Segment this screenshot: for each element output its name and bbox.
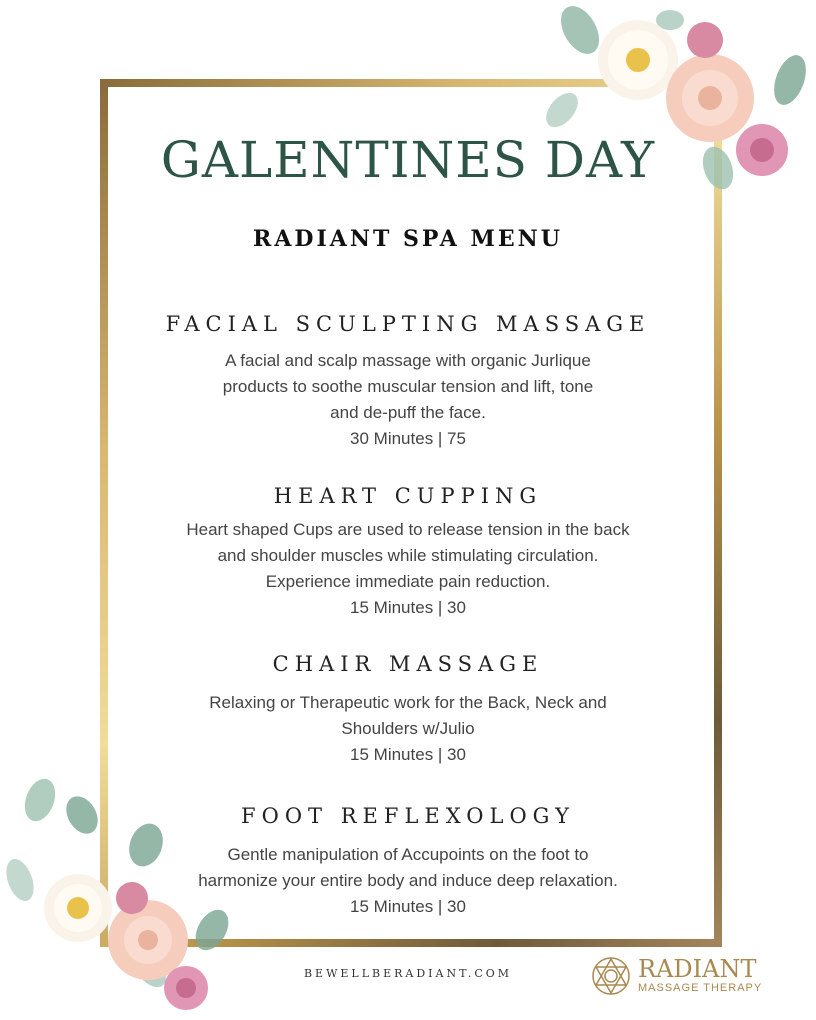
logo-word: RADIANT bbox=[638, 955, 757, 983]
section-title-heart-cupping: HEART CUPPING bbox=[273, 484, 543, 508]
section-description-chair-massage: Relaxing or Therapeutic work for the Back, Neck and Shoulders w/Julio 15 Minutes | 30 bbox=[0, 690, 816, 768]
website-link[interactable]: BEWELLBERADIANT.COM bbox=[303, 967, 513, 980]
section-title-facial: FACIAL SCULPTING MASSAGE bbox=[165, 312, 651, 336]
radiant-logo bbox=[590, 953, 770, 999]
page-title: GALENTINES DAY bbox=[160, 131, 656, 189]
lotus-mandala-icon bbox=[590, 955, 632, 997]
price-foot-reflexology: 15 Minutes | 30 bbox=[350, 897, 466, 916]
section-title-foot-reflexology: FOOT REFLEXOLOGY bbox=[241, 804, 575, 828]
logo-subtitle: MASSAGE THERAPY bbox=[638, 982, 763, 994]
price-facial: 30 Minutes | 75 bbox=[350, 429, 466, 448]
section-description-heart-cupping: Heart shaped Cups are used to release tension in the back and shoulder muscles while stimulating circulation. Experience immediate pain reduction. 15 Minutes | 30 bbox=[0, 517, 816, 621]
price-chair-massage: 15 Minutes | 30 bbox=[350, 745, 466, 764]
section-description-foot-reflexology: Gentle manipulation of Accupoints on the foot to harmonize your entire body and induce deep relaxation. 15 Minutes | 30 bbox=[0, 842, 816, 920]
price-heart-cupping: 15 Minutes | 30 bbox=[350, 598, 466, 617]
menu-subtitle: RADIANT SPA MENU bbox=[253, 226, 563, 252]
section-description-facial: A facial and scalp massage with organic Jurlique products to soothe muscular tension and lift, tone and de-puff the face. 30 Minutes | 75 bbox=[0, 348, 816, 452]
section-title-chair-massage: CHAIR MASSAGE bbox=[272, 652, 544, 676]
